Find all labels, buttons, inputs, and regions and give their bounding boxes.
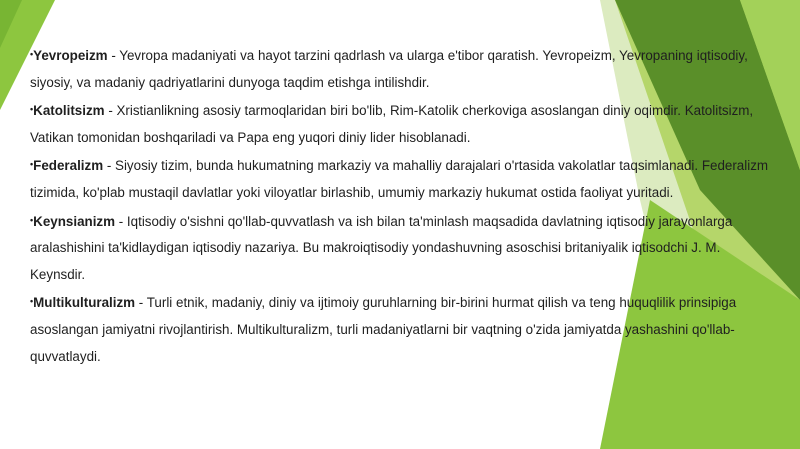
term: Katolitsizm [33, 103, 105, 119]
term: Federalizm [33, 158, 104, 174]
term: Keynsianizm [33, 213, 116, 229]
term: Multikulturalizm [33, 295, 136, 311]
slide-content [30, 41, 770, 370]
entry-federalizm [30, 151, 770, 206]
entry-yevropeizm [30, 41, 770, 96]
term: Yevropeizm [33, 48, 108, 63]
definition: - Iqtisodiy o'sishni qo'llab-quvvatlash va ish bilan ta'minlash maqsadida davlatning iqtisodiy jarayonlarga aralashishini ta'kidlaydigan iqtisodiy nazariya. Bu makroiqtisodiy yondashuvning asoschisi britaniyalik iqtisodchi J. M. Keynsdir. [30, 213, 733, 282]
definition: - Turli etnik, madaniy, diniy va ijtimoiy guruhlarning bir-birini hurmat qilish va teng huquqlilik prinsipiga asoslangan jamiyatni rivojlantirish. Multikulturalizm, turli madaniyatlarni bir vaqtning o'zida jamiyatda yashashini qo'llab-quvvatlaydi. [30, 295, 737, 364]
bullet-icon: • [30, 159, 34, 170]
definition: - Siyosiy tizim, bunda hukumatning markaziy va mahalliy darajalari o'rtasida vakolatlar taqsimlanadi. Federalizm tizimida, ko'plab mustaqil davlatlar yoki viloyatlar birlashib, umumiy markaziy hukumat ostida faoliyat yuritadi. [30, 158, 769, 200]
definition: - Yevropa madaniyati va hayot tarzini qadrlash va ularga e'tibor qaratish. Yevropeizm, Yevropaning iqtisodiy, siyosiy, va madaniy qadriyatlarini dunyoga taqdim etishga intilishdir. [30, 48, 748, 90]
bullet-icon: • [30, 104, 34, 115]
bullet-icon: • [30, 296, 34, 307]
entry-multikulturalizm [30, 288, 770, 370]
entry-katolitsizm [30, 96, 770, 151]
bullet-icon: • [30, 214, 34, 225]
bullet-icon: • [30, 49, 34, 59]
entry-keynsianizm [30, 207, 770, 289]
definition: - Xristianlikning asosiy tarmoqlaridan biri bo'lib, Rim-Katolik cherkoviga asoslangan diniy oqimdir. Katolitsizm, Vatikan tomonidan boshqariladi va Papa eng yuqori diniy lider hisoblanadi. [30, 103, 754, 145]
